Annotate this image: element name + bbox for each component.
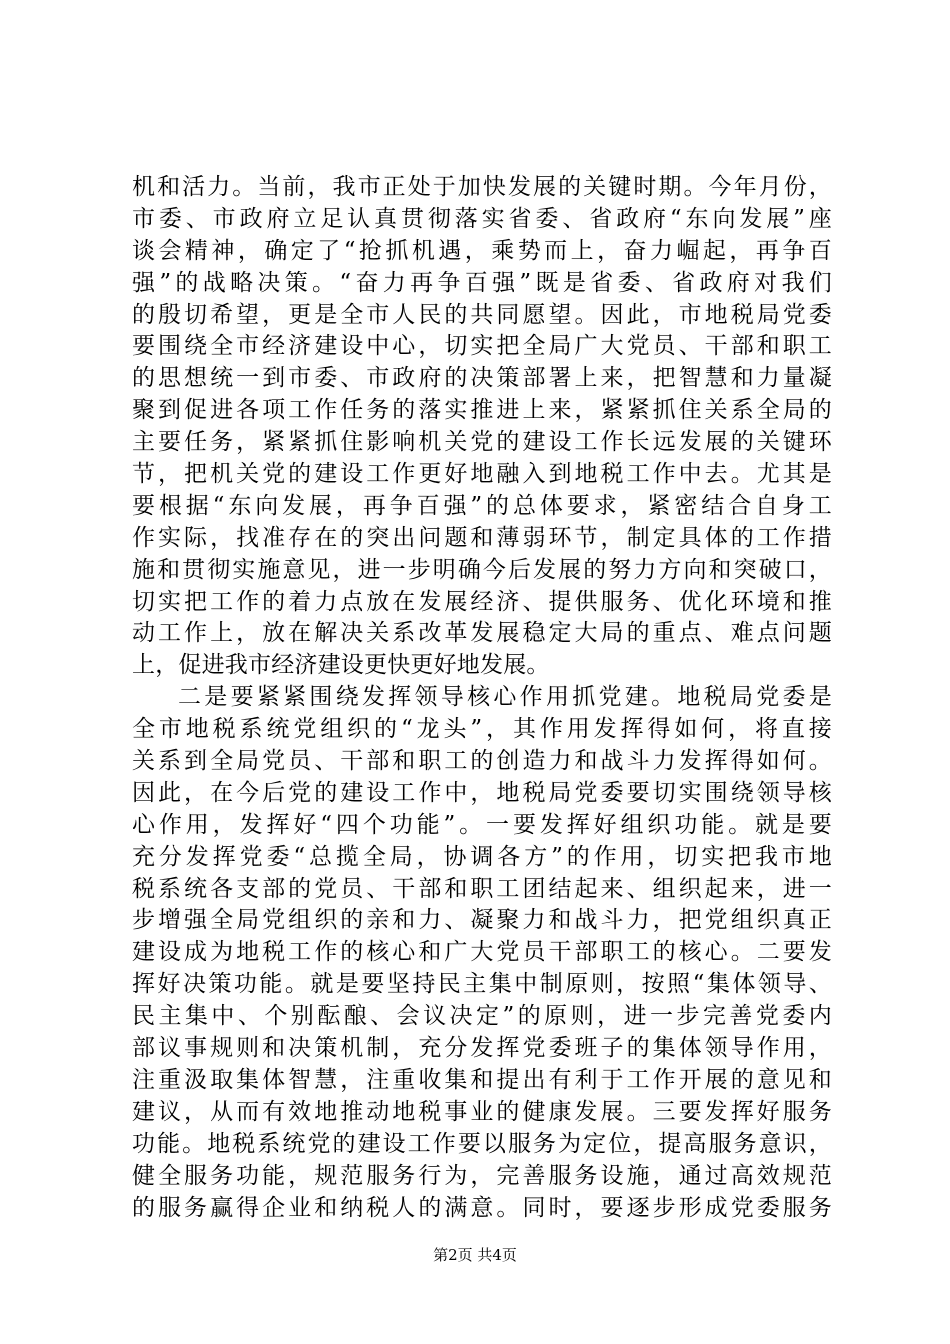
text-line: 强”的战略决策。“奋力再争百强”既是省委、省政府对我们 — [132, 269, 832, 296]
text-line: 节，把机关党的建设工作更好地融入到地税工作中去。尤其是 — [132, 461, 832, 488]
text-line: 的殷切希望，更是全市人民的共同愿望。因此，市地税局党委 — [132, 301, 832, 328]
text-line: 因此，在今后党的建设工作中，地税局党委要切实围绕领导核 — [132, 779, 832, 806]
text-line: 部议事规则和决策机制，充分发挥党委班子的集体领导作用， — [132, 1035, 832, 1062]
text-line: 注重汲取集体智慧，注重收集和提出有利于工作开展的意见和 — [132, 1066, 832, 1093]
text-line-paragraph-start: 二是要紧紧围绕发挥领导核心作用抓党建。地税局党委是 — [178, 684, 832, 711]
text-line: 挥好决策功能。就是要坚持民主集中制原则，按照“集体领导、 — [132, 971, 832, 998]
text-line: 健全服务功能，规范服务行为，完善服务设施，通过高效规范 — [132, 1162, 832, 1189]
text-line: 主要任务，紧紧抓住影响机关党的建设工作长远发展的关键环 — [132, 429, 832, 456]
text-line: 聚到促进各项工作任务的落实推进上来，紧紧抓住关系全局的 — [132, 397, 832, 424]
text-line: 施和贯彻实施意见，进一步明确今后发展的努力方向和突破口， — [132, 556, 832, 583]
text-line: 作实际，找准存在的突出问题和薄弱环节，制定具体的工作措 — [132, 524, 832, 551]
text-line: 建议，从而有效地推动地税事业的健康发展。三要发挥好服务 — [132, 1098, 832, 1125]
text-line: 的服务赢得企业和纳税人的满意。同时，要逐步形成党委服务 — [132, 1194, 832, 1221]
text-line: 市委、市政府立足认真贯彻落实省委、省政府“东向发展”座 — [132, 205, 832, 232]
text-line: 上，促进我市经济建设更快更好地发展。 — [132, 652, 550, 679]
text-line: 要根据“东向发展，再争百强”的总体要求，紧密结合自身工 — [132, 492, 832, 519]
text-line: 机和活力。当前，我市正处于加快发展的关键时期。今年月份， — [132, 174, 832, 200]
text-line: 全市地税系统党组织的“龙头”，其作用发挥得如何，将直接 — [132, 716, 832, 743]
text-line: 心作用，发挥好“四个功能”。一要发挥好组织功能。就是要 — [132, 811, 832, 838]
text-line: 谈会精神，确定了“抢抓机遇，乘势而上，奋力崛起，再争百 — [132, 237, 832, 264]
text-line: 的思想统一到市委、市政府的决策部署上来，把智慧和力量凝 — [132, 365, 832, 392]
text-line: 税系统各支部的党员、干部和职工团结起来、组织起来，进一 — [132, 875, 832, 902]
text-line: 功能。地税系统党的建设工作要以服务为定位，提高服务意识， — [132, 1130, 832, 1157]
document-body — [132, 172, 832, 1224]
text-line: 切实把工作的着力点放在发展经济、提供服务、优化环境和推 — [132, 588, 832, 615]
page-number-footer: 第2页 共4页 — [433, 1246, 517, 1264]
text-line: 建设成为地税工作的核心和广大党员干部职工的核心。二要发 — [132, 939, 832, 966]
text-line: 民主集中、个别酝酿、会议决定”的原则，进一步完善党委内 — [132, 1003, 832, 1030]
text-line: 关系到全局党员、干部和职工的创造力和战斗力发挥得如何。 — [132, 748, 832, 775]
text-line: 充分发挥党委“总揽全局，协调各方”的作用，切实把我市地 — [132, 843, 832, 870]
text-line: 步增强全局党组织的亲和力、凝聚力和战斗力，把党组织真正 — [132, 907, 832, 934]
text-line: 要围绕全市经济建设中心，切实把全局广大党员、干部和职工 — [132, 333, 832, 360]
text-line: 动工作上，放在解决关系改革发展稳定大局的重点、难点问题 — [132, 620, 832, 647]
